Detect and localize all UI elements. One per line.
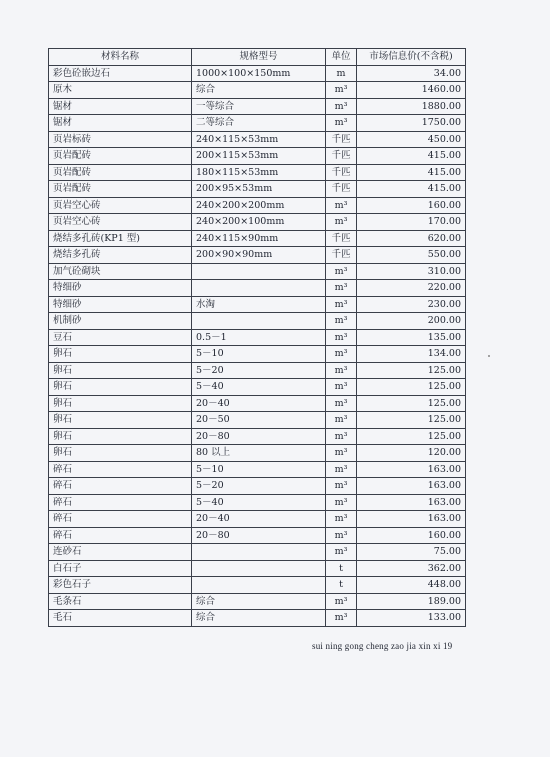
cell-spec: 20－80	[192, 527, 326, 544]
cell-spec: 20－50	[192, 412, 326, 429]
cell-unit: m³	[326, 263, 357, 280]
cell-unit: m³	[326, 478, 357, 495]
cell-price: 134.00	[357, 346, 466, 363]
cell-spec: 180×115×53mm	[192, 164, 326, 181]
cell-spec	[192, 313, 326, 330]
cell-spec	[192, 560, 326, 577]
cell-material-name: 毛条石	[49, 593, 192, 610]
cell-price: 125.00	[357, 379, 466, 396]
table-row	[49, 82, 466, 99]
table-row	[49, 494, 466, 511]
cell-price: 200.00	[357, 313, 466, 330]
cell-unit: t	[326, 560, 357, 577]
cell-spec: 二等综合	[192, 115, 326, 132]
cell-material-name: 彩色石子	[49, 577, 192, 594]
cell-spec: 5－40	[192, 379, 326, 396]
table-row	[49, 527, 466, 544]
cell-material-name: 锯材	[49, 98, 192, 115]
table-row	[49, 511, 466, 528]
table-body	[49, 65, 466, 626]
cell-unit: m³	[326, 362, 357, 379]
cell-unit: 千匹	[326, 148, 357, 165]
table-row	[49, 197, 466, 214]
table-row	[49, 131, 466, 148]
cell-material-name: 卵石	[49, 445, 192, 462]
cell-unit: m³	[326, 346, 357, 363]
cell-unit: m³	[326, 445, 357, 462]
table-row	[49, 379, 466, 396]
cell-material-name: 彩色砼嵌边石	[49, 65, 192, 82]
cell-unit: m³	[326, 412, 357, 429]
cell-unit: m³	[326, 313, 357, 330]
table-row	[49, 593, 466, 610]
cell-price: 34.00	[357, 65, 466, 82]
cell-material-name: 页岩空心砖	[49, 214, 192, 231]
cell-unit: m³	[326, 428, 357, 445]
cell-unit: m³	[326, 329, 357, 346]
table-row	[49, 478, 466, 495]
table-row	[49, 560, 466, 577]
cell-spec: 5－10	[192, 461, 326, 478]
table-row	[49, 610, 466, 627]
cell-price: 1750.00	[357, 115, 466, 132]
cell-price: 125.00	[357, 412, 466, 429]
cell-spec: 5－40	[192, 494, 326, 511]
cell-unit: m³	[326, 197, 357, 214]
cell-spec: 80 以上	[192, 445, 326, 462]
scan-speck	[488, 355, 490, 357]
cell-price: 620.00	[357, 230, 466, 247]
cell-spec: 20－80	[192, 428, 326, 445]
cell-spec: 综合	[192, 593, 326, 610]
cell-spec: 5－20	[192, 478, 326, 495]
cell-unit: 千匹	[326, 230, 357, 247]
cell-price: 125.00	[357, 395, 466, 412]
cell-spec: 200×90×90mm	[192, 247, 326, 264]
cell-material-name: 页岩配砖	[49, 148, 192, 165]
cell-material-name: 卵石	[49, 395, 192, 412]
price-table	[48, 48, 466, 627]
cell-unit: m³	[326, 610, 357, 627]
table-row	[49, 346, 466, 363]
cell-unit: m	[326, 65, 357, 82]
cell-unit: t	[326, 577, 357, 594]
cell-price: 1880.00	[357, 98, 466, 115]
cell-spec	[192, 280, 326, 297]
cell-spec: 240×200×200mm	[192, 197, 326, 214]
cell-material-name: 卵石	[49, 412, 192, 429]
cell-price: 163.00	[357, 461, 466, 478]
cell-unit: m³	[326, 494, 357, 511]
table-row	[49, 181, 466, 198]
cell-price: 133.00	[357, 610, 466, 627]
cell-unit: m³	[326, 544, 357, 561]
cell-spec: 200×115×53mm	[192, 148, 326, 165]
cell-material-name: 烧结多孔砖(KP1 型)	[49, 230, 192, 247]
cell-spec: 5－20	[192, 362, 326, 379]
header-material-name: 材料名称	[49, 49, 192, 66]
cell-material-name: 连砂石	[49, 544, 192, 561]
cell-price: 362.00	[357, 560, 466, 577]
cell-material-name: 卵石	[49, 379, 192, 396]
cell-material-name: 卵石	[49, 428, 192, 445]
cell-spec: 1000×100×150mm	[192, 65, 326, 82]
cell-material-name: 卵石	[49, 362, 192, 379]
table-row	[49, 362, 466, 379]
cell-spec: 综合	[192, 82, 326, 99]
cell-price: 170.00	[357, 214, 466, 231]
table-row	[49, 428, 466, 445]
cell-spec: 20－40	[192, 511, 326, 528]
cell-spec: 一等综合	[192, 98, 326, 115]
cell-unit: m³	[326, 214, 357, 231]
cell-material-name: 锯材	[49, 115, 192, 132]
table-row	[49, 280, 466, 297]
cell-price: 135.00	[357, 329, 466, 346]
cell-spec: 5－10	[192, 346, 326, 363]
table-row	[49, 296, 466, 313]
cell-price: 310.00	[357, 263, 466, 280]
table-row	[49, 247, 466, 264]
cell-price: 415.00	[357, 164, 466, 181]
table-row	[49, 412, 466, 429]
table-row	[49, 98, 466, 115]
cell-spec: 200×95×53mm	[192, 181, 326, 198]
cell-price: 160.00	[357, 197, 466, 214]
cell-unit: 千匹	[326, 164, 357, 181]
header-price: 市场信息价(不含税)	[357, 49, 466, 66]
header-row	[49, 49, 466, 66]
header-spec: 规格型号	[192, 49, 326, 66]
cell-unit: 千匹	[326, 131, 357, 148]
cell-price: 160.00	[357, 527, 466, 544]
table-row	[49, 577, 466, 594]
table-row	[49, 445, 466, 462]
cell-spec: 0.5－1	[192, 329, 326, 346]
cell-spec: 240×200×100mm	[192, 214, 326, 231]
table-row	[49, 164, 466, 181]
cell-unit: m³	[326, 511, 357, 528]
table-row	[49, 115, 466, 132]
cell-unit: m³	[326, 527, 357, 544]
cell-price: 1460.00	[357, 82, 466, 99]
table-row	[49, 395, 466, 412]
cell-unit: 千匹	[326, 247, 357, 264]
cell-price: 230.00	[357, 296, 466, 313]
cell-unit: m³	[326, 115, 357, 132]
cell-price: 125.00	[357, 428, 466, 445]
header-unit: 单位	[326, 49, 357, 66]
cell-unit: m³	[326, 461, 357, 478]
cell-spec: 水淘	[192, 296, 326, 313]
cell-material-name: 碎石	[49, 461, 192, 478]
cell-material-name: 机制砂	[49, 313, 192, 330]
cell-price: 163.00	[357, 494, 466, 511]
table-row	[49, 230, 466, 247]
cell-unit: m³	[326, 296, 357, 313]
cell-material-name: 烧结多孔砖	[49, 247, 192, 264]
cell-material-name: 碎石	[49, 527, 192, 544]
cell-material-name: 原木	[49, 82, 192, 99]
cell-material-name: 毛石	[49, 610, 192, 627]
table-row	[49, 329, 466, 346]
cell-material-name: 特细砂	[49, 280, 192, 297]
cell-price: 450.00	[357, 131, 466, 148]
cell-price: 448.00	[357, 577, 466, 594]
cell-material-name: 碎石	[49, 478, 192, 495]
cell-unit: m³	[326, 379, 357, 396]
cell-price: 120.00	[357, 445, 466, 462]
cell-material-name: 豆石	[49, 329, 192, 346]
cell-spec: 20－40	[192, 395, 326, 412]
cell-unit: m³	[326, 82, 357, 99]
table-row	[49, 214, 466, 231]
cell-spec: 综合	[192, 610, 326, 627]
cell-material-name: 页岩配砖	[49, 164, 192, 181]
cell-material-name: 白石子	[49, 560, 192, 577]
table-row	[49, 544, 466, 561]
cell-unit: m³	[326, 280, 357, 297]
cell-material-name: 页岩标砖	[49, 131, 192, 148]
cell-material-name: 加气砼砌块	[49, 263, 192, 280]
cell-price: 75.00	[357, 544, 466, 561]
cell-material-name: 碎石	[49, 511, 192, 528]
cell-spec	[192, 577, 326, 594]
page-footer: sui ning gong cheng zao jia xin xi 19	[312, 641, 453, 651]
cell-price: 189.00	[357, 593, 466, 610]
cell-spec	[192, 263, 326, 280]
cell-price: 550.00	[357, 247, 466, 264]
cell-price: 220.00	[357, 280, 466, 297]
cell-price: 415.00	[357, 181, 466, 198]
table-row	[49, 461, 466, 478]
cell-unit: 千匹	[326, 181, 357, 198]
table-row	[49, 65, 466, 82]
cell-material-name: 特细砂	[49, 296, 192, 313]
cell-material-name: 页岩空心砖	[49, 197, 192, 214]
table-row	[49, 263, 466, 280]
cell-price: 163.00	[357, 511, 466, 528]
cell-price: 125.00	[357, 362, 466, 379]
cell-price: 415.00	[357, 148, 466, 165]
cell-material-name: 页岩配砖	[49, 181, 192, 198]
cell-spec	[192, 544, 326, 561]
cell-material-name: 碎石	[49, 494, 192, 511]
cell-spec: 240×115×53mm	[192, 131, 326, 148]
cell-unit: m³	[326, 395, 357, 412]
cell-material-name: 卵石	[49, 346, 192, 363]
table-row	[49, 313, 466, 330]
cell-unit: m³	[326, 98, 357, 115]
cell-spec: 240×115×90mm	[192, 230, 326, 247]
cell-price: 163.00	[357, 478, 466, 495]
table-row	[49, 148, 466, 165]
table-header	[49, 49, 466, 66]
cell-unit: m³	[326, 593, 357, 610]
